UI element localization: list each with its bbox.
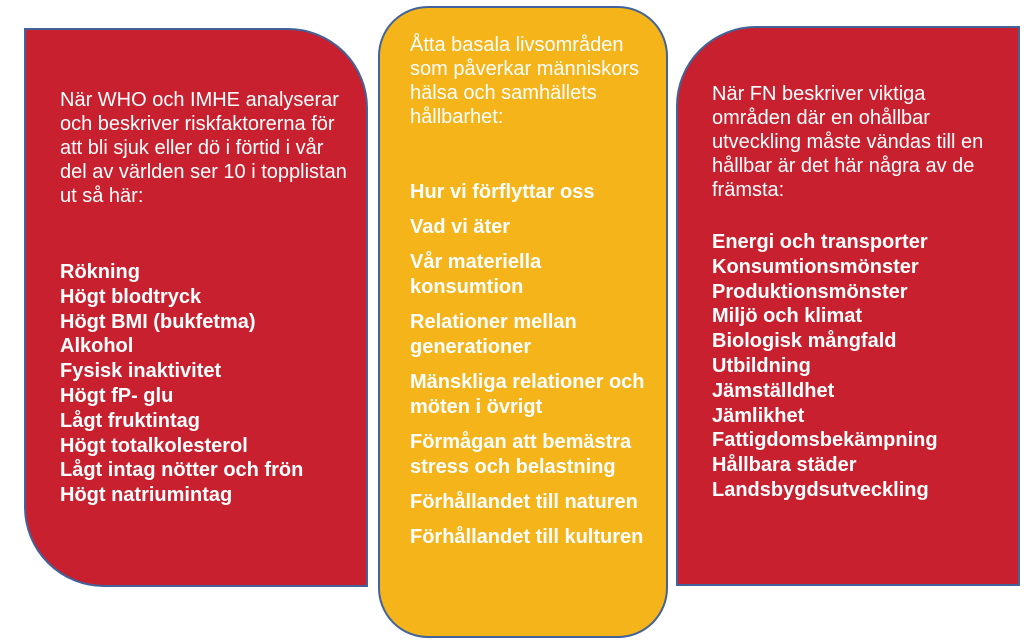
risk-factor-item: Alkohol <box>60 335 134 358</box>
life-areas-intro-text: Åtta basala livsområden som påverkar människors hälsa och samhällets hållbarhet: <box>410 34 639 128</box>
sustainability-area-item: Biologisk mångfald <box>712 330 897 353</box>
sustainability-area-item: Konsumtionsmönster <box>712 255 919 278</box>
life-area-item: Förhållandet till naturen <box>410 491 638 513</box>
sustainability-area-item: Hållbara städer <box>712 454 857 477</box>
risk-factor-item: Högt fP- glu <box>60 384 174 407</box>
sustainability-area-item: Jämställdhet <box>712 379 835 402</box>
sustainability-area-item: Landsbygdsutveckling <box>712 478 929 501</box>
risk-factor-item: Lågt intag nötter och frön <box>60 459 304 482</box>
risk-factor-item: Rökning <box>60 261 140 283</box>
sustainability-area-item: Utbildning <box>712 354 811 377</box>
life-area-item: Förmågan att bemästra stress och belastning <box>410 431 632 478</box>
un-sustainability-panel <box>676 26 1020 586</box>
risk-factor-item: Högt blodtryck <box>60 285 202 308</box>
risk-factor-item: Högt totalkolesterol <box>60 434 248 457</box>
sustainability-area-item: Miljö och klimat <box>712 305 863 328</box>
who-intro-text: När WHO och IMHE analyserar och beskriver riskfaktorerna för att bli sjuk eller dö i förtid i vår del av världen ser 10 i topplistan ut så här: <box>60 89 347 207</box>
life-area-item: Relationer mellan generationer <box>410 311 577 358</box>
sustainability-area-item: Fattigdomsbekämpning <box>712 429 938 452</box>
risk-factor-item: Högt BMI (bukfetma) <box>60 310 256 333</box>
risk-factor-item: Lågt fruktintag <box>60 409 200 432</box>
life-area-item: Förhållandet till kulturen <box>410 526 644 548</box>
life-area-item: Hur vi förflyttar oss <box>410 181 595 203</box>
sustainability-area-item: Produktionsmönster <box>712 280 908 303</box>
sustainability-area-item: Energi och transporter <box>712 231 928 253</box>
life-area-item: Vår materiella konsumtion <box>410 251 542 298</box>
who-risk-factors-panel <box>24 28 368 587</box>
un-intro-text: När FN beskriver viktiga områden där en ohållbar utveckling måste vändas till en hållbar är det här några av de främsta: <box>712 83 984 201</box>
life-areas-panel <box>378 6 668 638</box>
risk-factor-item: Fysisk inaktivitet <box>60 360 222 383</box>
life-area-item: Mänskliga relationer och möten i övrigt <box>410 371 645 418</box>
sustainability-area-list <box>712 230 1012 503</box>
sustainability-area-item: Jämlikhet <box>712 404 805 427</box>
risk-factor-list <box>60 260 360 508</box>
life-area-item: Vad vi äter <box>410 216 511 238</box>
life-areas-list <box>410 180 660 560</box>
risk-factor-item: Högt natriumintag <box>60 484 233 507</box>
